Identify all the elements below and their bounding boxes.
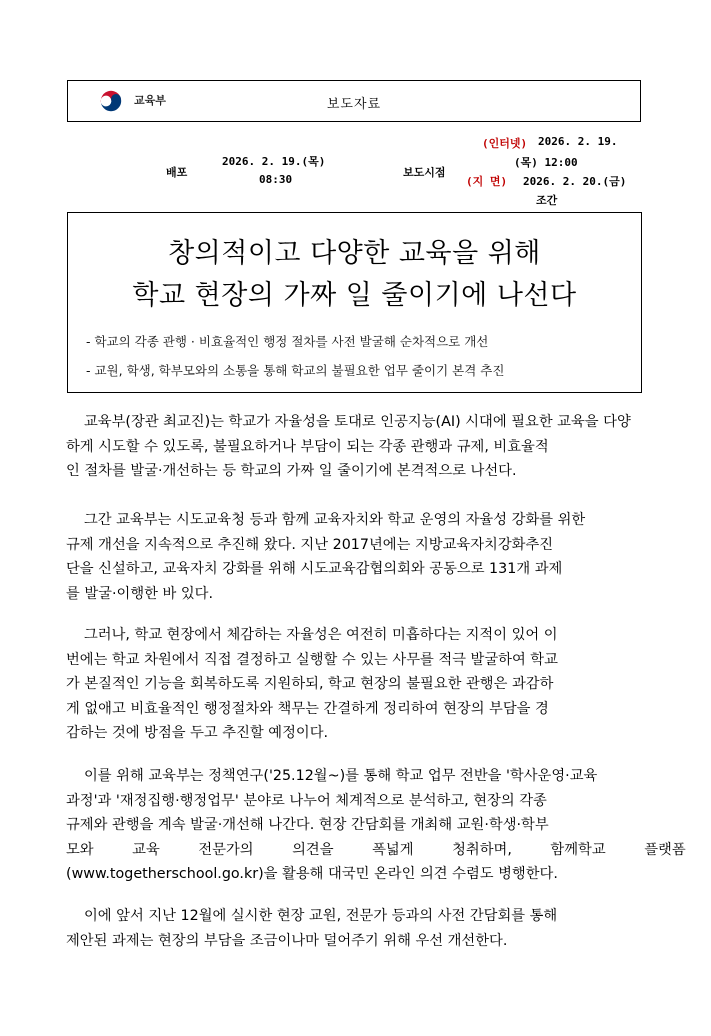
distribution-label: 배포 xyxy=(166,166,188,179)
paragraph-line: 단을 신설하고, 교육자치 강화를 위해 시도교육감협의회와 공동으로 131개 과제 xyxy=(66,561,563,577)
paragraph-line: 가 본질적인 기능을 회복하도록 지원하되, 학교 현장의 불필요한 관행은 과감하 xyxy=(66,676,554,692)
paragraph-5 xyxy=(66,904,646,953)
subheadline-2: - 교원, 학생, 학부모와의 소통을 통해 학교의 불필요한 업무 줄이기 본격 추진 xyxy=(86,363,505,378)
paragraph-line: 이에 앞서 지난 12월에 실시한 현장 교원, 전문가 등과의 사전 간담회를 통해 xyxy=(84,908,558,924)
header-box xyxy=(67,80,641,122)
paragraph-line: 번에는 학교 차원에서 직접 결정하고 실행할 수 있는 사무를 적극 발굴하여 학교 xyxy=(66,651,558,668)
paragraph-line: 하게 시도할 수 있도록, 불필요하거나 부담이 되는 각종 관행과 규제, 비효율적 xyxy=(66,438,549,455)
distribution-time: 08:30 xyxy=(259,173,293,186)
paragraph-line: (www.togetherschool.go.kr)을 활용해 대국민 온라인 의견 수렴도 병행한다. xyxy=(66,866,558,882)
paragraph-3 xyxy=(66,623,646,746)
internet-time: (목) 12:00 xyxy=(514,156,578,169)
paper-date: 2026. 2. 20.(금) xyxy=(523,175,627,188)
paragraph-line: 제안된 과제는 현장의 부담을 조금이나마 덜어주기 위해 우선 개선한다. xyxy=(66,932,508,949)
paragraph-line: 규제 개선을 지속적으로 추진해 왔다. 지난 2017년에는 지방교육자치강화추진 xyxy=(66,536,554,553)
paragraph-line: 인 절차를 발굴·개선하는 등 학교의 가짜 일 줄이기에 본격적으로 나선다. xyxy=(66,463,517,479)
headline-box xyxy=(67,212,642,393)
subheadline-1: - 학교의 각종 관행 · 비효율적인 행정 절차를 사전 발굴해 순차적으로 개선 xyxy=(86,334,489,349)
headline-line-2: 학교 현장의 가짜 일 줄이기에 나선다 xyxy=(132,280,577,311)
logo-text: 교육부 xyxy=(134,94,166,107)
paragraph-4 xyxy=(66,764,686,887)
paragraph-1 xyxy=(66,410,646,484)
paragraph-line: 감하는 것에 방점을 두고 추진할 예정이다. xyxy=(66,725,329,741)
internet-label: (인터넷) xyxy=(482,137,528,150)
paragraph-line: 게 없애고 비효율적인 행정절차와 책무는 간결하게 정리하여 현장의 부담을 경 xyxy=(66,700,549,717)
paragraph-line: 를 발굴·이행한 바 있다. xyxy=(66,585,214,602)
headline-line-1: 창의적이고 다양한 교육을 위해 xyxy=(168,238,541,269)
paragraph-line: 모와 교육 전문가의 의견을 폭넓게 청취하며, 함께학교 플랫폼 xyxy=(66,841,686,858)
paragraph-line: 그러나, 학교 현장에서 체감하는 자율성은 여전히 미흡하다는 지적이 있어 이 xyxy=(84,627,558,643)
paragraph-line: 교육부(장관 최교진)는 학교가 자율성을 토대로 인공지능(AI) 시대에 필요한 교육을 다양 xyxy=(84,414,631,430)
paper-label: (지 면) xyxy=(466,175,508,188)
embargo-label: 보도시점 xyxy=(403,166,446,179)
paragraph-line: 과정'과 '재정집행·행정업무' 분야로 나누어 체계적으로 분석하고, 현장의 각종 xyxy=(66,792,547,809)
paragraph-line: 그간 교육부는 시도교육청 등과 함께 교육자치와 학교 운영의 자율성 강화를 위한 xyxy=(84,512,586,528)
paragraph-line: 이를 위해 교육부는 정책연구('25.12월~)를 통해 학교 업무 전반을 '학사운영·교육 xyxy=(84,768,598,784)
paragraph-line: 규제와 관행을 계속 발굴·개선해 나간다. 현장 간담회를 개최해 교원·학생·학부 xyxy=(66,817,549,833)
document-type-title: 보도자료 xyxy=(326,97,382,112)
paper-edition: 조간 xyxy=(536,194,558,207)
internet-date: 2026. 2. 19. xyxy=(538,135,618,148)
distribution-date: 2026. 2. 19.(목) xyxy=(222,155,326,168)
paragraph-2 xyxy=(66,508,646,606)
